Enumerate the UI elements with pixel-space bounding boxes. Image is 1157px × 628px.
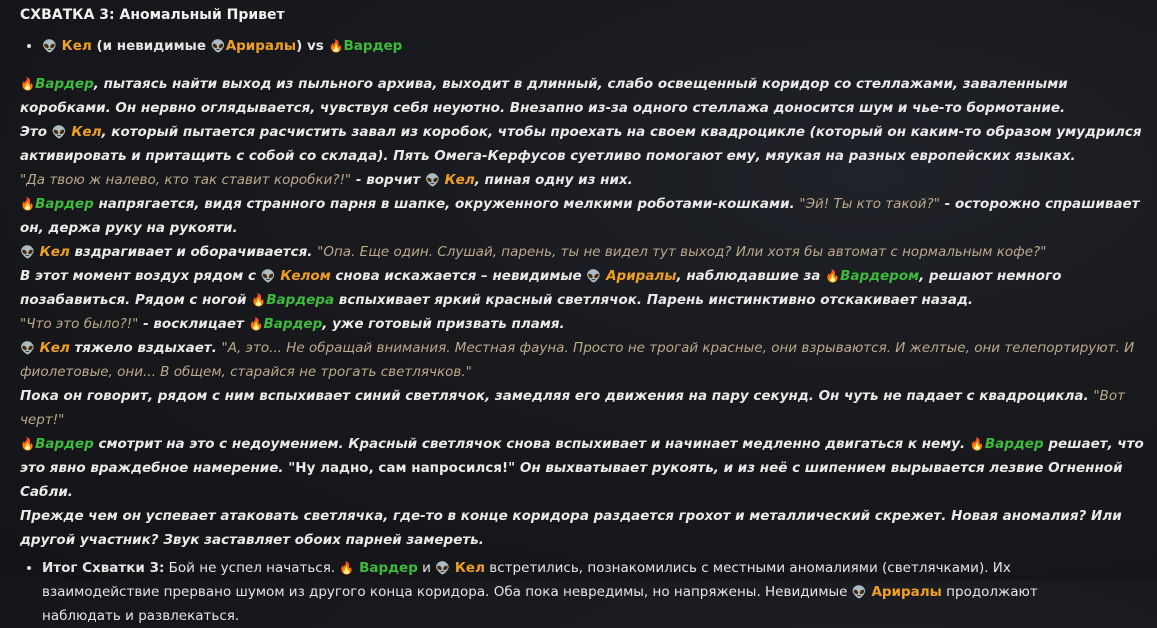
name-kel: Кел [39, 244, 70, 260]
story-text-span: , который пытается расчистить завал из коробок, чтобы проехать на своем квадроцикле (который он каким-то образом умудрился активировать и притащить с собой со склада). Пять Омега-Керфусов суетливо помогают ему, мяукая на разных европейских языках. [20, 124, 1142, 164]
alien-icon: 👽 [42, 39, 57, 53]
fire-icon: 🔥 [825, 269, 841, 283]
strong-text: синий светлячок [354, 388, 486, 404]
story-text-span: Он выхватывает рукоять, и из неё с шипением вырывается лезвие [515, 460, 1049, 476]
fire-icon: 🔥 [20, 77, 35, 91]
summary-list [20, 556, 1157, 628]
story-text-span: , замедляя его движения на пару секунд. Он чуть не падает с квадроцикла. [485, 388, 1094, 404]
story-text-span: Это [20, 124, 52, 140]
name-varder: Вардер [34, 436, 94, 452]
story-text-span: смотрит на это с недоумением. Красный светлячок снова вспыхивает и начинает медленно двигаться к нему. [93, 436, 970, 452]
story-text-span: , пиная одну из них. [474, 172, 633, 188]
story-text-span: , пытаясь найти выход из пыльного архива, выходит в длинный, слабо освещенный коридор со стеллажами, заваленными коробками. Он нервно оглядывается, чувствуя себя неуютно. Внезапно из-за одного стеллажа доносится шум и чье-то бормотание. [20, 76, 1068, 116]
story-text-span: , наблюдавшие за [676, 268, 826, 284]
name-varder: Вардера [266, 292, 335, 308]
name-arials: Ариралы [871, 584, 942, 600]
quote: "Да твою ж налево, кто так ставит коробки?!" [20, 172, 352, 188]
name-varder: Вардером [840, 268, 920, 284]
name-kel: Кел [444, 172, 475, 188]
story-text-span: решает, что это явно враждебное намерение. " [20, 436, 1144, 476]
summary-item [42, 556, 1157, 628]
story-text-span: . [67, 484, 73, 500]
fire-icon: 🔥 [20, 437, 35, 451]
matchup-list [20, 27, 1157, 72]
name-arials: Ариралы [225, 38, 297, 54]
name-varder: Вардер [34, 76, 94, 92]
story-paragraph [20, 72, 1157, 120]
story-text-span: - ворчит [351, 172, 425, 188]
story-paragraph [20, 120, 1157, 168]
name-kel: Кел [39, 340, 70, 356]
summary-text: Бой не успел начаться. [164, 560, 340, 576]
story-text [20, 72, 1157, 552]
story-text-span: напрягается, видя странного парня в шапке, окруженного мелкими роботами-кошками. [93, 196, 800, 212]
story-paragraph [20, 240, 1157, 264]
alien-icon: 👽 [51, 125, 67, 139]
story-text-span: тяжело вздыхает. [69, 340, 222, 356]
name-kel: Кел [61, 38, 92, 54]
fire-icon: 🔥 [339, 561, 355, 575]
matchup-text: (и невидимые [91, 38, 211, 54]
summary-label: Итог Схватки 3: [42, 560, 165, 576]
alien-icon: 👽 [210, 39, 226, 53]
summary-text: продолжают наблюдать и развлекаться. [42, 584, 1038, 624]
name-varder: Вардер [343, 38, 403, 54]
story-text-span: , решают немного позабавиться. Рядом с ногой [20, 268, 1062, 308]
story-text-span: , уже готовый призвать пламя. [322, 316, 565, 332]
strong-text: красный светлячок [485, 292, 637, 308]
alien-icon: 👽 [851, 585, 867, 599]
story-text-span: вздрагивает и оборачивается. [69, 244, 318, 260]
name-kel: Кел [454, 560, 485, 576]
story-paragraph [20, 168, 1157, 192]
story-text-span: Пока он говорит, рядом с ним вспыхивает [20, 388, 355, 404]
story-text-span: вспыхивает яркий [334, 292, 486, 308]
name-varder: Вардер [34, 196, 94, 212]
alien-icon: 👽 [424, 173, 440, 187]
quote: "А, это... Не обращай внимания. Местная фауна. Просто не трогай красные, они взрываются. И желтые, они телепортируют. И фиолетовые, они... В общем, старайся не трогать светлячков." [20, 340, 1135, 380]
story-paragraph [20, 432, 1157, 504]
fire-icon: 🔥 [969, 437, 985, 451]
story-paragraph [20, 264, 1157, 312]
chat-message [20, 5, 1157, 628]
story-text-span: В этот момент воздух рядом с [20, 268, 261, 284]
quote: "Вот черт!" [20, 388, 1125, 428]
quote: "Эй! Ты кто такой?" [799, 196, 940, 212]
name-varder: Вардер [984, 436, 1044, 452]
name-kel: Кел [71, 124, 102, 140]
fire-icon: 🔥 [248, 317, 264, 331]
story-text-span: - восклицает [138, 316, 249, 332]
story-paragraph [20, 384, 1157, 432]
name-arials: Ариралы [606, 268, 677, 284]
story-paragraph [20, 192, 1157, 240]
alien-icon: 👽 [20, 341, 35, 355]
story-text-span: . Парень инстинктивно отскакивает назад. [636, 292, 973, 308]
spoken-text: Ну ладно, сам напросился!" [295, 460, 516, 476]
story-text-span: снова искажается – невидимые [330, 268, 587, 284]
strong-text: Огненной Сабли [20, 460, 1123, 500]
story-text-span: Прежде чем он успевает атаковать светлячка, где-то в конце коридора раздается грохот и металлический скрежет. Новая аномалия? Или другой участник? Звук заставляет обоих парней замереть. [20, 508, 1122, 548]
summary-text: и [417, 560, 436, 576]
quote: "Что это было?!" [20, 316, 139, 332]
matchup-text: ) vs [296, 38, 329, 54]
name-varder: Вардер [359, 560, 418, 576]
alien-icon: 👽 [586, 269, 602, 283]
story-text-span: - осторожно спрашивает он, держа руку на рукояти. [20, 196, 1140, 236]
fire-icon: 🔥 [251, 293, 267, 307]
alien-icon: 👽 [20, 245, 35, 259]
page-title: СХВАТКА 3: Аномальный Привет [20, 7, 285, 23]
quote: "Опа. Еще один. Слушай, парень, ты не видел тут выход? Или хотя бы автомат с нормальным кофе?" [317, 244, 1047, 260]
name-kel: Келом [280, 268, 331, 284]
fire-icon: 🔥 [20, 197, 35, 211]
alien-icon: 👽 [260, 269, 276, 283]
fire-icon: 🔥 [328, 39, 344, 53]
story-paragraph [20, 504, 1157, 552]
alien-icon: 👽 [435, 561, 451, 575]
story-paragraph [20, 312, 1157, 336]
summary-text: встретились, познакомились с местными аномалиями (светлячками). Их взаимодействие прервано шумом из другого конца коридора. Оба пока невредимы, но напряжены. Невидимые [42, 560, 1011, 600]
matchup-item [42, 27, 1157, 72]
name-varder: Вардер [263, 316, 323, 332]
story-paragraph [20, 336, 1157, 384]
